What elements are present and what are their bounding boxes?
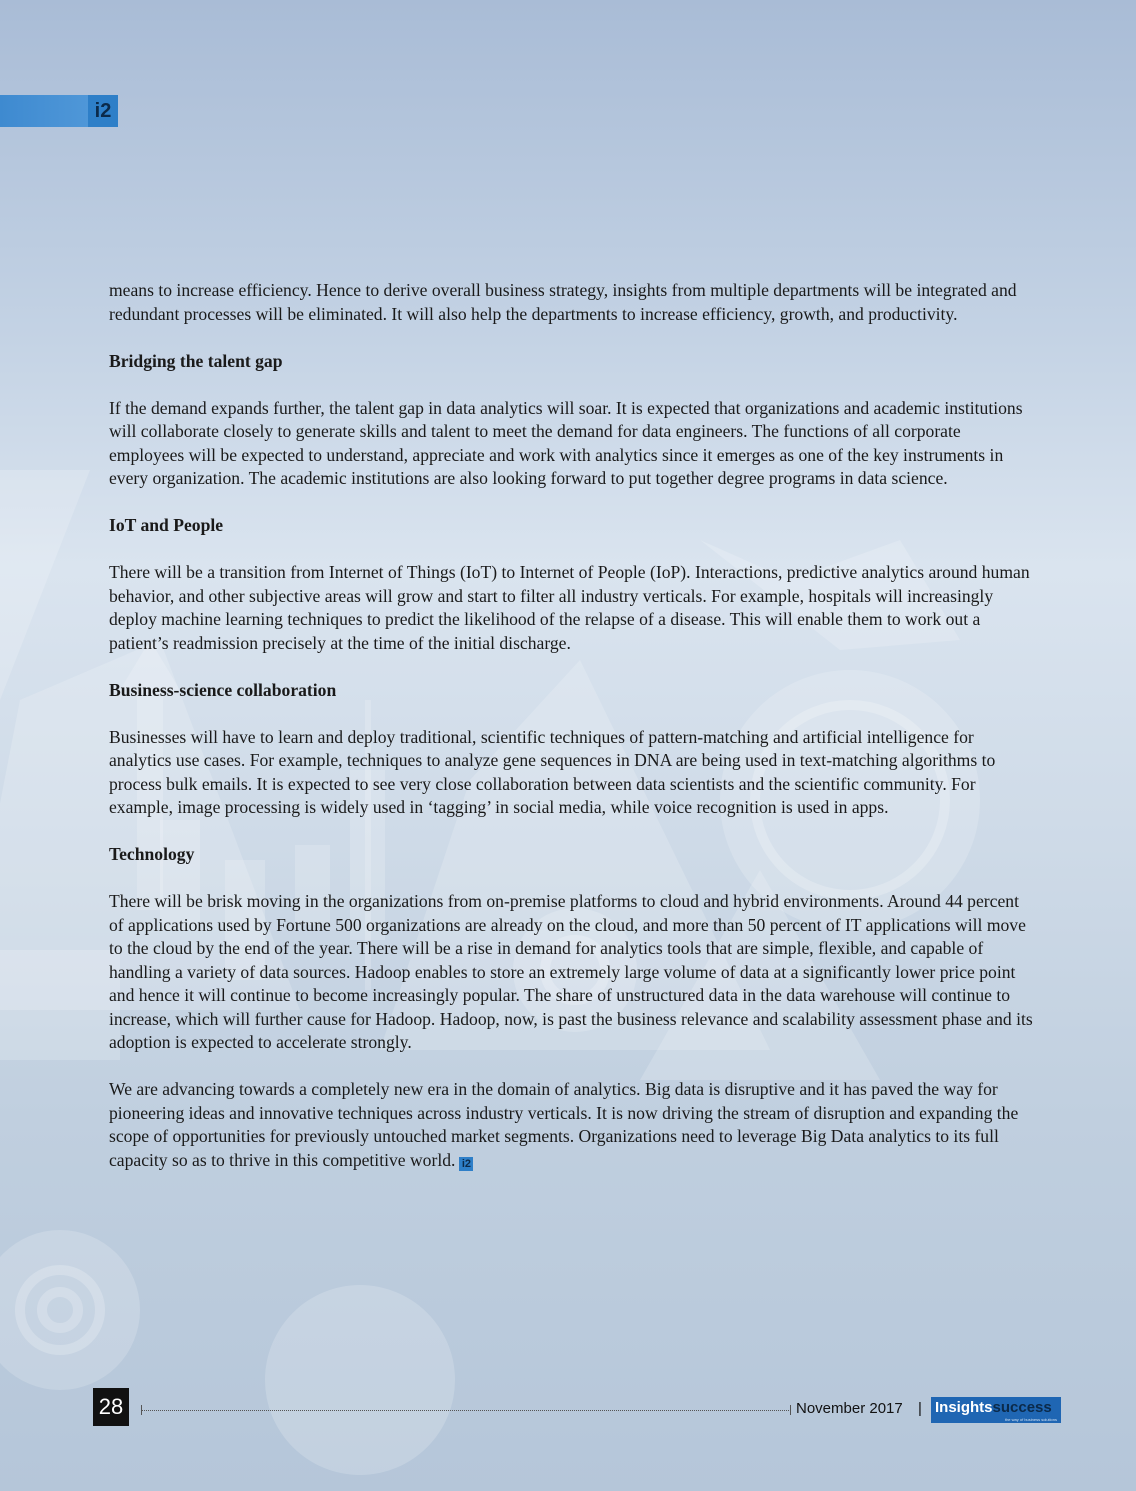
iot-people-paragraph: There will be a transition from Internet of Things (IoT) to Internet of People (IoP). Interactions, predictive analytics around human behavior, and other subjective areas will grow and start to filter all industry verticals. For example, hospitals will increasingly deploy machine learning techniques to predict the likelihood of the relapse of a disease. This will enable them to work out a patient’s readmission precisely at the time of the initial discharge. — [109, 562, 1030, 653]
footer-rule-end — [790, 1405, 791, 1415]
heading-iot-people: IoT and People — [109, 515, 224, 535]
footer-separator: | — [918, 1400, 922, 1417]
issue-date: November 2017 — [796, 1400, 903, 1417]
talent-gap-paragraph: If the demand expands further, the talent gap in data analytics will soar. It is expected that organizations and academic institutions will collaborate closely to generate skills and talent to meet the demand for data engineers. The functions of all corporate employees will be expected to understand, appreciate and work with analytics since it emerges as one of the key instruments in every organization. The academic institutions are also looking forward to put together degree programs in data science. — [109, 397, 1023, 488]
page-footer — [0, 1388, 1136, 1428]
heading-business-science: Business-science collaboration — [109, 679, 337, 700]
heading-talent-gap: Bridging the talent gap — [109, 350, 283, 371]
brand-name-part1: Insights — [935, 1399, 993, 1416]
end-of-article-icon: i2 — [459, 1157, 473, 1171]
magazine-logo: i2 — [88, 95, 118, 127]
brand-name-part2: success — [992, 1399, 1052, 1416]
header-accent-bar — [0, 95, 88, 127]
article-body — [109, 279, 1034, 1196]
page-number: 28 — [93, 1388, 129, 1426]
technology-paragraph: There will be brisk moving in the organizations from on-premise platforms to cloud and hybrid environments. Around 44 percent of applications used by Fortune 500 organizations are already on the cloud, and more than 50 percent of IT applications will move to the cloud by the end of the year. There will be a rise in demand for analytics tools that are simple, flexible, and capable of handling a variety of data sources. Hadoop enables to store an extremely large volume of data at a significantly lower price point and hence it will continue to become increasingly popular. The share of unstructured data in the data warehouse will continue to increase, which will further cause for Hadoop. Hadoop, now, is past the business relevance and scalability assessment phase and its adoption is expected to accelerate strongly. — [109, 891, 1033, 1052]
conclusion-text: We are advancing towards a completely new era in the domain of analytics. Big data is disruptive and it has paved the way for pioneering ideas and innovative techniques across industry verticals. It is now driving the stream of disruption and expanding the scope of opportunities for previously untouched market segments. Organizations need to leverage Big Data analytics to its full capacity so as to thrive in this competitive world. — [109, 1079, 1019, 1170]
heading-technology: Technology — [109, 844, 195, 864]
conclusion-paragraph — [109, 1078, 1034, 1172]
brand-tagline: the way of business solutions — [1004, 1417, 1057, 1422]
footer-rule — [141, 1410, 791, 1411]
intro-paragraph: means to increase efficiency. Hence to derive overall business strategy, insights from multiple departments will be integrated and redundant processes will be eliminated. It will also help the departments to increase efficiency, growth, and productivity. — [109, 280, 1017, 324]
brand-logo — [931, 1397, 1061, 1423]
business-science-paragraph: Businesses will have to learn and deploy traditional, scientific techniques of pattern-matching and artificial intelligence for analytics use cases. For example, techniques to analyze gene sequences in DNA are being used in text-matching algorithms to process bulk emails. It is expected to see very close collaboration between data scientists and the scientific community. For example, image processing is widely used in ‘tagging’ in social media, while voice recognition is used in apps. — [109, 726, 996, 817]
